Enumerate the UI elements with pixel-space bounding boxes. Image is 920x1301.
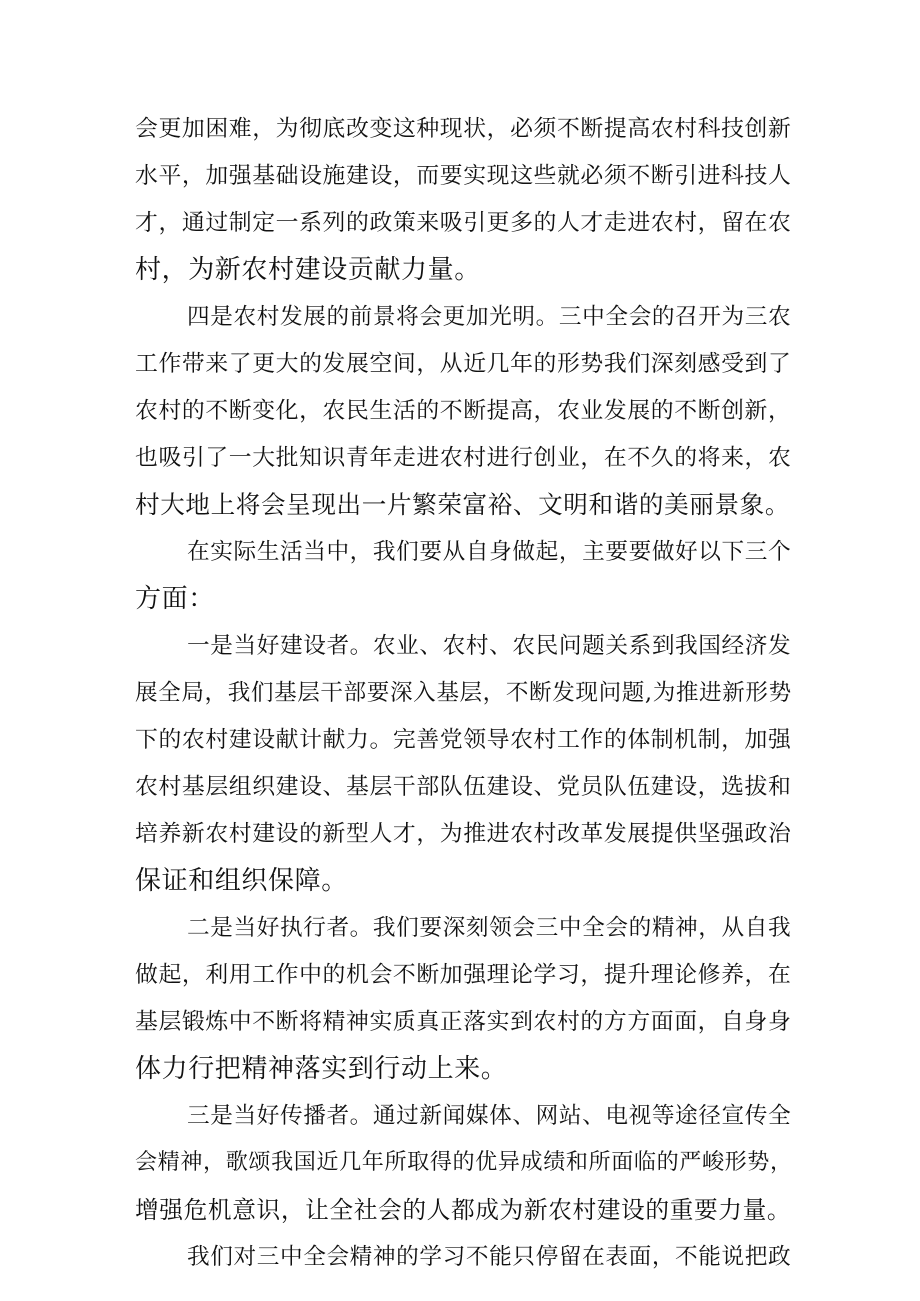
text-line: 体力行把精神落实到行动上来。 — [135, 1054, 508, 1084]
text-line: 农村基层组织建设、基层干部队伍建设、党员队伍建设，选拔和 — [135, 774, 792, 800]
text-line: 方面： — [135, 584, 215, 614]
text-line: 基层锻炼中不断将精神实质真正落实到农村的方方面面，自身身 — [135, 1009, 792, 1035]
text-line: 展全局，我们基层干部要深入基层，不断发现问题,为推进新形势 — [135, 680, 792, 706]
paragraph-start-line: 我们对三中全会精神的学习不能只停留在表面，不能说把政 — [187, 1244, 792, 1270]
text-line: 增强危机意识，让全社会的人都成为新农村建设的重要力量。 — [135, 1196, 792, 1224]
text-line: 保证和组织保障。 — [135, 866, 348, 896]
text-line: 才，通过制定一系列的政策来吸引更多的人才走进农村，留在农 — [135, 210, 792, 236]
text-line: 农村的不断变化，农民生活的不断提高，农业发展的不断创新， — [135, 398, 792, 424]
text-line: 村大地上将会呈现出一片繁荣富裕、文明和谐的美丽景象。 — [135, 490, 791, 519]
text-line: 下的农村建设献计献力。完善党领导农村工作的体制机制，加强 — [135, 727, 792, 753]
text-line: 村，为新农村建设贡献力量。 — [135, 255, 481, 285]
text-line: 也吸引了一大批知识青年走进农村进行创业，在不久的将来，农 — [135, 445, 792, 471]
paragraph-start-line: 一是当好建设者。农业、农村、农民问题关系到我国经济发 — [187, 633, 792, 659]
paragraph-start-line: 四是农村发展的前景将会更加光明。三中全会的召开为三农 — [187, 304, 792, 330]
text-line: 水平，加强基础设施建设，而要实现这些就必须不断引进科技人 — [135, 163, 792, 189]
paragraph-start-line: 三是当好传播者。通过新闻媒体、网站、电视等途径宣传全 — [187, 1103, 792, 1129]
paragraph-start-line: 在实际生活当中，我们要从自身做起，主要要做好以下三个 — [187, 539, 792, 565]
text-line: 工作带来了更大的发展空间，从近几年的形势我们深刻感受到了 — [135, 351, 792, 377]
text-line: 会精神，歌颂我国近几年所取得的优异成绩和所面临的严峻形势， — [135, 1150, 793, 1175]
text-line: 会更加困难，为彻底改变这种现状，必须不断提高农村科技创新 — [135, 116, 792, 142]
text-line: 培养新农村建设的新型人才，为推进农村改革发展提供坚强政治 — [135, 821, 792, 847]
paragraph-start-line: 二是当好执行者。我们要深刻领会三中全会的精神，从自我 — [187, 915, 792, 941]
text-line: 做起，利用工作中的机会不断加强理论学习，提升理论修养，在 — [135, 962, 792, 988]
